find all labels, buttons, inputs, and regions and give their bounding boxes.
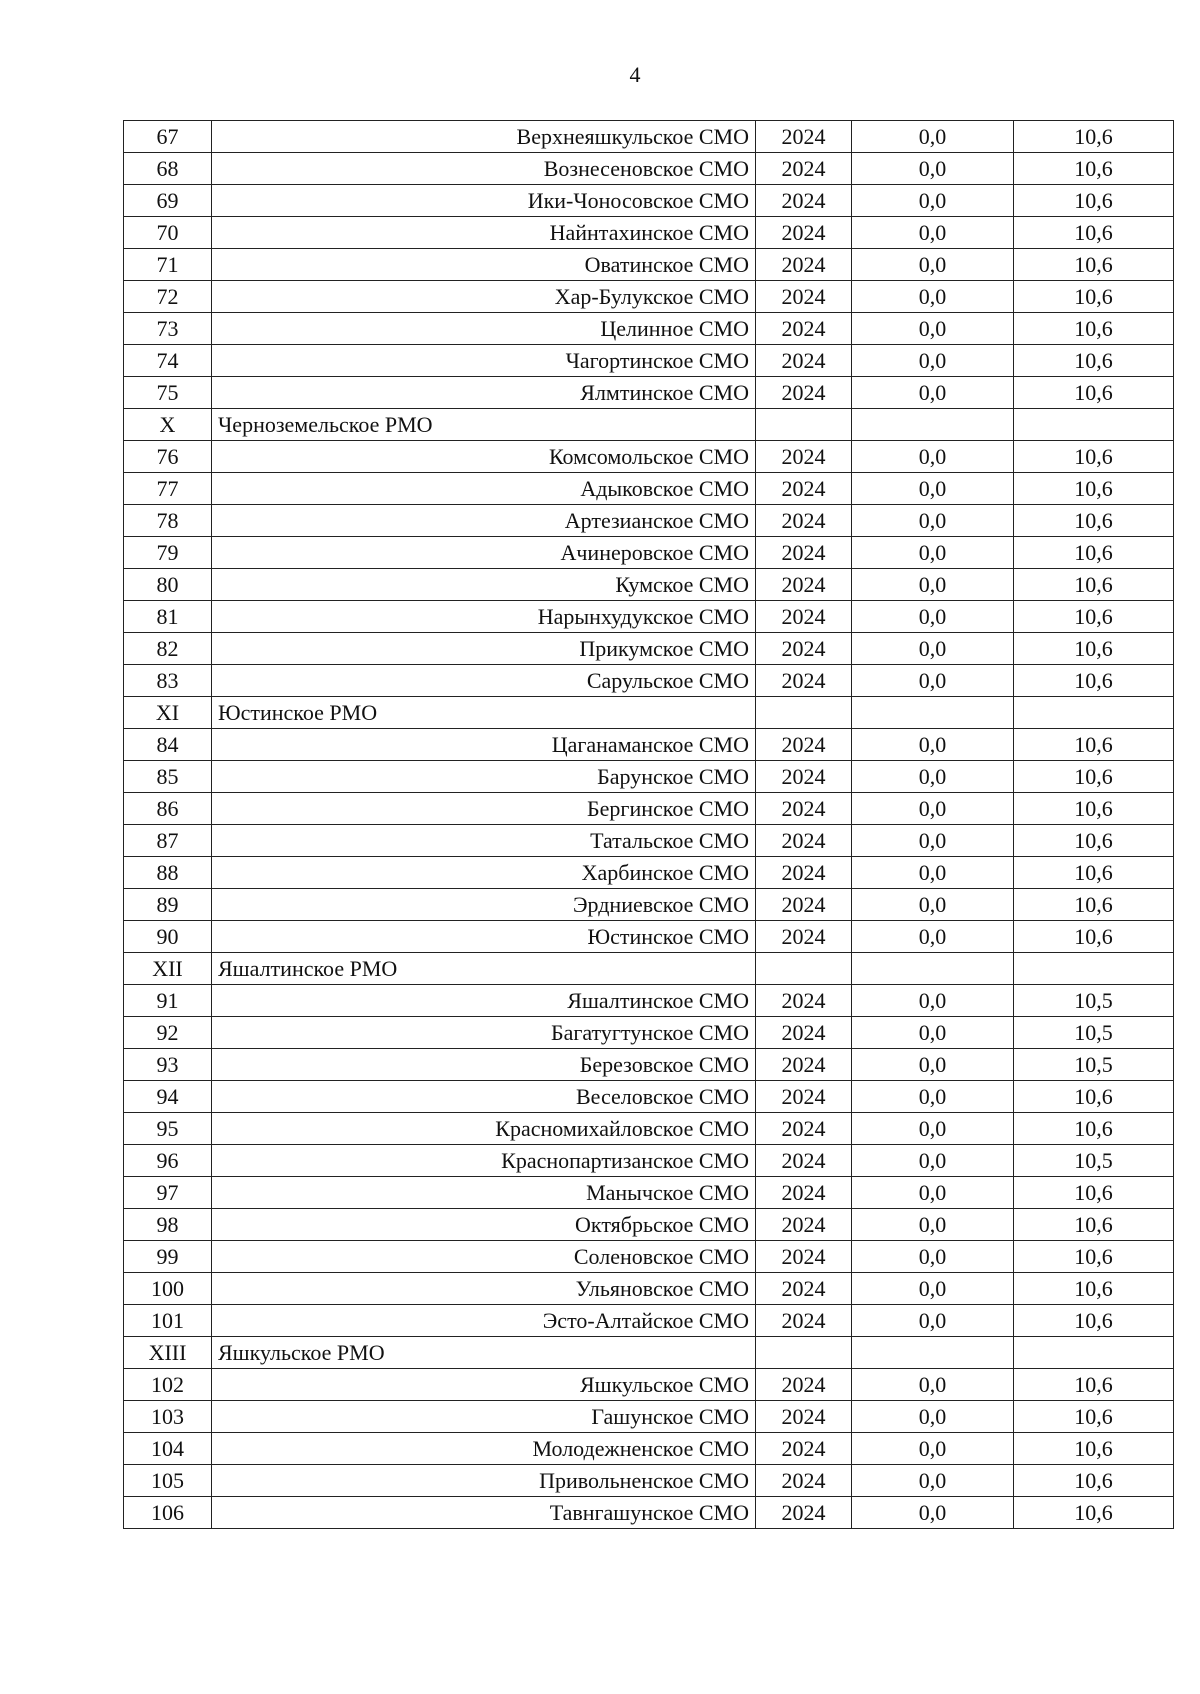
table-row <box>124 633 1174 665</box>
page-number: 4 <box>629 62 641 87</box>
row-number-cell: 79 <box>124 537 212 569</box>
value-1-cell: 0,0 <box>852 185 1014 217</box>
value-1-cell: 0,0 <box>852 537 1014 569</box>
year-cell: 2024 <box>756 921 852 953</box>
value-2-cell: 10,6 <box>1014 153 1174 185</box>
settlement-name-cell: Нарынхудукское СМО <box>212 601 756 633</box>
row-number-cell: XII <box>124 953 212 985</box>
value-2-cell: 10,6 <box>1014 889 1174 921</box>
year-cell: 2024 <box>756 153 852 185</box>
settlement-name-cell: Харбинское СМО <box>212 857 756 889</box>
row-number-cell: 83 <box>124 665 212 697</box>
value-2-cell: 10,6 <box>1014 729 1174 761</box>
value-2-cell: 10,6 <box>1014 921 1174 953</box>
row-number-cell: 89 <box>124 889 212 921</box>
table-row <box>124 1241 1174 1273</box>
year-cell: 2024 <box>756 377 852 409</box>
value-2-cell: 10,6 <box>1014 761 1174 793</box>
settlement-name-cell: Соленовское СМО <box>212 1241 756 1273</box>
row-number-cell: 97 <box>124 1177 212 1209</box>
row-number-cell: 75 <box>124 377 212 409</box>
value-1-cell: 0,0 <box>852 1241 1014 1273</box>
settlement-name-cell: Октябрьское СМО <box>212 1209 756 1241</box>
table-group-row <box>124 697 1174 729</box>
year-cell: 2024 <box>756 857 852 889</box>
table-group-row <box>124 409 1174 441</box>
row-number-cell: 103 <box>124 1401 212 1433</box>
value-1-cell: 0,0 <box>852 1081 1014 1113</box>
year-cell: 2024 <box>756 1209 852 1241</box>
value-1-cell: 0,0 <box>852 1017 1014 1049</box>
row-number-cell: 93 <box>124 1049 212 1081</box>
settlement-name-cell: Молодежненское СМО <box>212 1433 756 1465</box>
table-row <box>124 537 1174 569</box>
table-row <box>124 569 1174 601</box>
settlement-name-cell: Багатугтунское СМО <box>212 1017 756 1049</box>
year-cell: 2024 <box>756 441 852 473</box>
table-row <box>124 345 1174 377</box>
value-1-cell <box>852 409 1014 441</box>
value-2-cell: 10,5 <box>1014 1145 1174 1177</box>
value-1-cell: 0,0 <box>852 345 1014 377</box>
value-2-cell: 10,6 <box>1014 1241 1174 1273</box>
table-row <box>124 1049 1174 1081</box>
settlement-name-cell: Татальское СМО <box>212 825 756 857</box>
value-2-cell: 10,6 <box>1014 633 1174 665</box>
value-2-cell: 10,6 <box>1014 825 1174 857</box>
table-row <box>124 761 1174 793</box>
value-2-cell: 10,6 <box>1014 857 1174 889</box>
settlement-name-cell: Сарульское СМО <box>212 665 756 697</box>
year-cell: 2024 <box>756 665 852 697</box>
settlement-name-cell: Верхнеяшкульское СМО <box>212 121 756 153</box>
settlement-name-cell: Бергинское СМО <box>212 793 756 825</box>
value-1-cell: 0,0 <box>852 505 1014 537</box>
row-number-cell: 78 <box>124 505 212 537</box>
year-cell <box>756 697 852 729</box>
year-cell: 2024 <box>756 537 852 569</box>
value-2-cell: 10,6 <box>1014 313 1174 345</box>
row-number-cell: 95 <box>124 1113 212 1145</box>
row-number-cell: 73 <box>124 313 212 345</box>
value-2-cell: 10,6 <box>1014 1177 1174 1209</box>
row-number-cell: 87 <box>124 825 212 857</box>
value-1-cell: 0,0 <box>852 1369 1014 1401</box>
value-2-cell: 10,6 <box>1014 185 1174 217</box>
year-cell: 2024 <box>756 1497 852 1529</box>
row-number-cell: XI <box>124 697 212 729</box>
value-2-cell: 10,6 <box>1014 217 1174 249</box>
value-2-cell: 10,5 <box>1014 1017 1174 1049</box>
value-1-cell: 0,0 <box>852 313 1014 345</box>
value-1-cell: 0,0 <box>852 1401 1014 1433</box>
year-cell: 2024 <box>756 1273 852 1305</box>
value-2-cell: 10,6 <box>1014 1081 1174 1113</box>
value-1-cell: 0,0 <box>852 601 1014 633</box>
value-1-cell: 0,0 <box>852 793 1014 825</box>
value-2-cell <box>1014 697 1174 729</box>
year-cell <box>756 409 852 441</box>
table-row <box>124 1113 1174 1145</box>
year-cell: 2024 <box>756 825 852 857</box>
value-1-cell: 0,0 <box>852 729 1014 761</box>
settlement-name-cell: Ульяновское СМО <box>212 1273 756 1305</box>
year-cell: 2024 <box>756 1305 852 1337</box>
value-2-cell: 10,6 <box>1014 1209 1174 1241</box>
row-number-cell: 81 <box>124 601 212 633</box>
district-name-cell: Черноземельское РМО <box>212 409 756 441</box>
settlement-name-cell: Найнтахинское СМО <box>212 217 756 249</box>
value-1-cell <box>852 697 1014 729</box>
table-row <box>124 825 1174 857</box>
settlement-name-cell: Вознесеновское СМО <box>212 153 756 185</box>
year-cell: 2024 <box>756 217 852 249</box>
value-1-cell: 0,0 <box>852 281 1014 313</box>
year-cell: 2024 <box>756 1145 852 1177</box>
year-cell: 2024 <box>756 1369 852 1401</box>
district-name-cell: Яшалтинское РМО <box>212 953 756 985</box>
row-number-cell: 74 <box>124 345 212 377</box>
table-row <box>124 185 1174 217</box>
row-number-cell: 90 <box>124 921 212 953</box>
table-row <box>124 217 1174 249</box>
value-2-cell <box>1014 953 1174 985</box>
value-2-cell: 10,6 <box>1014 793 1174 825</box>
table-row <box>124 1273 1174 1305</box>
settlement-name-cell: Ялмтинское СМО <box>212 377 756 409</box>
row-number-cell: 82 <box>124 633 212 665</box>
year-cell: 2024 <box>756 729 852 761</box>
value-1-cell: 0,0 <box>852 441 1014 473</box>
table-row <box>124 793 1174 825</box>
table-row <box>124 1177 1174 1209</box>
value-1-cell: 0,0 <box>852 1433 1014 1465</box>
year-cell: 2024 <box>756 985 852 1017</box>
table-group-row <box>124 1337 1174 1369</box>
row-number-cell: 77 <box>124 473 212 505</box>
value-1-cell: 0,0 <box>852 857 1014 889</box>
value-2-cell <box>1014 409 1174 441</box>
settlement-name-cell: Юстинское СМО <box>212 921 756 953</box>
value-1-cell: 0,0 <box>852 377 1014 409</box>
settlement-name-cell: Яшкульское СМО <box>212 1369 756 1401</box>
value-1-cell: 0,0 <box>852 153 1014 185</box>
table-row <box>124 1081 1174 1113</box>
value-2-cell: 10,6 <box>1014 121 1174 153</box>
table-row <box>124 313 1174 345</box>
value-2-cell: 10,6 <box>1014 473 1174 505</box>
table-row <box>124 1017 1174 1049</box>
settlement-name-cell: Артезианское СМО <box>212 505 756 537</box>
value-1-cell: 0,0 <box>852 921 1014 953</box>
row-number-cell: 102 <box>124 1369 212 1401</box>
table-row <box>124 1401 1174 1433</box>
value-1-cell: 0,0 <box>852 825 1014 857</box>
year-cell: 2024 <box>756 1049 852 1081</box>
table-row <box>124 1145 1174 1177</box>
settlement-name-cell: Тавнгашунское СМО <box>212 1497 756 1529</box>
value-1-cell: 0,0 <box>852 217 1014 249</box>
year-cell: 2024 <box>756 1017 852 1049</box>
table-row <box>124 473 1174 505</box>
row-number-cell: 72 <box>124 281 212 313</box>
value-2-cell: 10,6 <box>1014 1401 1174 1433</box>
row-number-cell: 80 <box>124 569 212 601</box>
row-number-cell: 68 <box>124 153 212 185</box>
settlement-name-cell: Эсто-Алтайское СМО <box>212 1305 756 1337</box>
value-1-cell: 0,0 <box>852 1305 1014 1337</box>
row-number-cell: 105 <box>124 1465 212 1497</box>
value-1-cell: 0,0 <box>852 1177 1014 1209</box>
value-1-cell: 0,0 <box>852 121 1014 153</box>
settlement-name-cell: Ачинеровское СМО <box>212 537 756 569</box>
value-1-cell: 0,0 <box>852 1497 1014 1529</box>
allocation-table <box>123 120 1174 1529</box>
year-cell: 2024 <box>756 569 852 601</box>
value-2-cell: 10,5 <box>1014 1049 1174 1081</box>
year-cell <box>756 953 852 985</box>
settlement-name-cell: Привольненское СМО <box>212 1465 756 1497</box>
year-cell: 2024 <box>756 1177 852 1209</box>
value-1-cell: 0,0 <box>852 761 1014 793</box>
settlement-name-cell: Адыковское СМО <box>212 473 756 505</box>
row-number-cell: 67 <box>124 121 212 153</box>
value-2-cell: 10,6 <box>1014 345 1174 377</box>
value-2-cell: 10,6 <box>1014 249 1174 281</box>
row-number-cell: 85 <box>124 761 212 793</box>
value-2-cell: 10,6 <box>1014 1497 1174 1529</box>
row-number-cell: 92 <box>124 1017 212 1049</box>
settlement-name-cell: Яшалтинское СМО <box>212 985 756 1017</box>
row-number-cell: 86 <box>124 793 212 825</box>
value-2-cell: 10,6 <box>1014 1465 1174 1497</box>
value-1-cell: 0,0 <box>852 1273 1014 1305</box>
table-row <box>124 121 1174 153</box>
settlement-name-cell: Комсомольское СМО <box>212 441 756 473</box>
settlement-name-cell: Кумское СМО <box>212 569 756 601</box>
district-name-cell: Яшкульское РМО <box>212 1337 756 1369</box>
value-1-cell <box>852 1337 1014 1369</box>
value-2-cell: 10,6 <box>1014 569 1174 601</box>
value-2-cell <box>1014 1337 1174 1369</box>
table-row <box>124 377 1174 409</box>
settlement-name-cell: Цаганаманское СМО <box>212 729 756 761</box>
row-number-cell: 96 <box>124 1145 212 1177</box>
row-number-cell: 104 <box>124 1433 212 1465</box>
value-1-cell: 0,0 <box>852 249 1014 281</box>
row-number-cell: 88 <box>124 857 212 889</box>
table-row <box>124 985 1174 1017</box>
table-row <box>124 1369 1174 1401</box>
year-cell: 2024 <box>756 1113 852 1145</box>
settlement-name-cell: Веселовское СМО <box>212 1081 756 1113</box>
row-number-cell: 99 <box>124 1241 212 1273</box>
row-number-cell: 71 <box>124 249 212 281</box>
row-number-cell: 84 <box>124 729 212 761</box>
table-row <box>124 857 1174 889</box>
year-cell: 2024 <box>756 889 852 921</box>
settlement-name-cell: Гашунское СМО <box>212 1401 756 1433</box>
year-cell: 2024 <box>756 1241 852 1273</box>
year-cell: 2024 <box>756 1433 852 1465</box>
year-cell: 2024 <box>756 345 852 377</box>
table-row <box>124 153 1174 185</box>
year-cell: 2024 <box>756 473 852 505</box>
value-1-cell: 0,0 <box>852 985 1014 1017</box>
row-number-cell: X <box>124 409 212 441</box>
table-row <box>124 1209 1174 1241</box>
value-1-cell: 0,0 <box>852 889 1014 921</box>
year-cell: 2024 <box>756 249 852 281</box>
settlement-name-cell: Оватинское СМО <box>212 249 756 281</box>
value-2-cell: 10,6 <box>1014 1433 1174 1465</box>
table-row <box>124 1497 1174 1529</box>
value-1-cell: 0,0 <box>852 665 1014 697</box>
settlement-name-cell: Манычское СМО <box>212 1177 756 1209</box>
value-2-cell: 10,6 <box>1014 441 1174 473</box>
row-number-cell: 101 <box>124 1305 212 1337</box>
value-2-cell: 10,6 <box>1014 665 1174 697</box>
settlement-name-cell: Барунское СМО <box>212 761 756 793</box>
value-2-cell: 10,6 <box>1014 1369 1174 1401</box>
settlement-name-cell: Красномихайловское СМО <box>212 1113 756 1145</box>
settlement-name-cell: Березовское СМО <box>212 1049 756 1081</box>
year-cell: 2024 <box>756 601 852 633</box>
table-row <box>124 601 1174 633</box>
value-2-cell: 10,6 <box>1014 601 1174 633</box>
year-cell: 2024 <box>756 505 852 537</box>
table-body <box>124 121 1174 1529</box>
value-2-cell: 10,6 <box>1014 281 1174 313</box>
value-2-cell: 10,6 <box>1014 1273 1174 1305</box>
table-row <box>124 249 1174 281</box>
value-1-cell: 0,0 <box>852 1145 1014 1177</box>
row-number-cell: 91 <box>124 985 212 1017</box>
value-1-cell: 0,0 <box>852 633 1014 665</box>
settlement-name-cell: Чагортинское СМО <box>212 345 756 377</box>
value-2-cell: 10,5 <box>1014 985 1174 1017</box>
table-row <box>124 921 1174 953</box>
table-row <box>124 281 1174 313</box>
value-1-cell: 0,0 <box>852 1049 1014 1081</box>
table-group-row <box>124 953 1174 985</box>
table-row <box>124 505 1174 537</box>
value-1-cell: 0,0 <box>852 1465 1014 1497</box>
settlement-name-cell: Целинное СМО <box>212 313 756 345</box>
year-cell: 2024 <box>756 1081 852 1113</box>
value-2-cell: 10,6 <box>1014 505 1174 537</box>
row-number-cell: 94 <box>124 1081 212 1113</box>
table-row <box>124 441 1174 473</box>
year-cell: 2024 <box>756 793 852 825</box>
row-number-cell: 70 <box>124 217 212 249</box>
row-number-cell: 100 <box>124 1273 212 1305</box>
value-1-cell: 0,0 <box>852 1113 1014 1145</box>
value-1-cell: 0,0 <box>852 569 1014 601</box>
settlement-name-cell: Прикумское СМО <box>212 633 756 665</box>
year-cell: 2024 <box>756 1465 852 1497</box>
row-number-cell: 98 <box>124 1209 212 1241</box>
value-2-cell: 10,6 <box>1014 537 1174 569</box>
settlement-name-cell: Эрдниевское СМО <box>212 889 756 921</box>
table-row <box>124 1305 1174 1337</box>
settlement-name-cell: Ики-Чоносовское СМО <box>212 185 756 217</box>
value-2-cell: 10,6 <box>1014 1305 1174 1337</box>
table-row <box>124 1433 1174 1465</box>
year-cell: 2024 <box>756 313 852 345</box>
value-2-cell: 10,6 <box>1014 1113 1174 1145</box>
year-cell: 2024 <box>756 281 852 313</box>
value-2-cell: 10,6 <box>1014 377 1174 409</box>
table-row <box>124 665 1174 697</box>
table-row <box>124 1465 1174 1497</box>
year-cell <box>756 1337 852 1369</box>
row-number-cell: 106 <box>124 1497 212 1529</box>
value-1-cell <box>852 953 1014 985</box>
table-row <box>124 729 1174 761</box>
settlement-name-cell: Хар-Булукское СМО <box>212 281 756 313</box>
value-1-cell: 0,0 <box>852 1209 1014 1241</box>
value-1-cell: 0,0 <box>852 473 1014 505</box>
year-cell: 2024 <box>756 121 852 153</box>
year-cell: 2024 <box>756 185 852 217</box>
row-number-cell: XIII <box>124 1337 212 1369</box>
row-number-cell: 69 <box>124 185 212 217</box>
year-cell: 2024 <box>756 761 852 793</box>
district-name-cell: Юстинское РМО <box>212 697 756 729</box>
year-cell: 2024 <box>756 633 852 665</box>
year-cell: 2024 <box>756 1401 852 1433</box>
row-number-cell: 76 <box>124 441 212 473</box>
table-row <box>124 889 1174 921</box>
settlement-name-cell: Краснопартизанское СМО <box>212 1145 756 1177</box>
